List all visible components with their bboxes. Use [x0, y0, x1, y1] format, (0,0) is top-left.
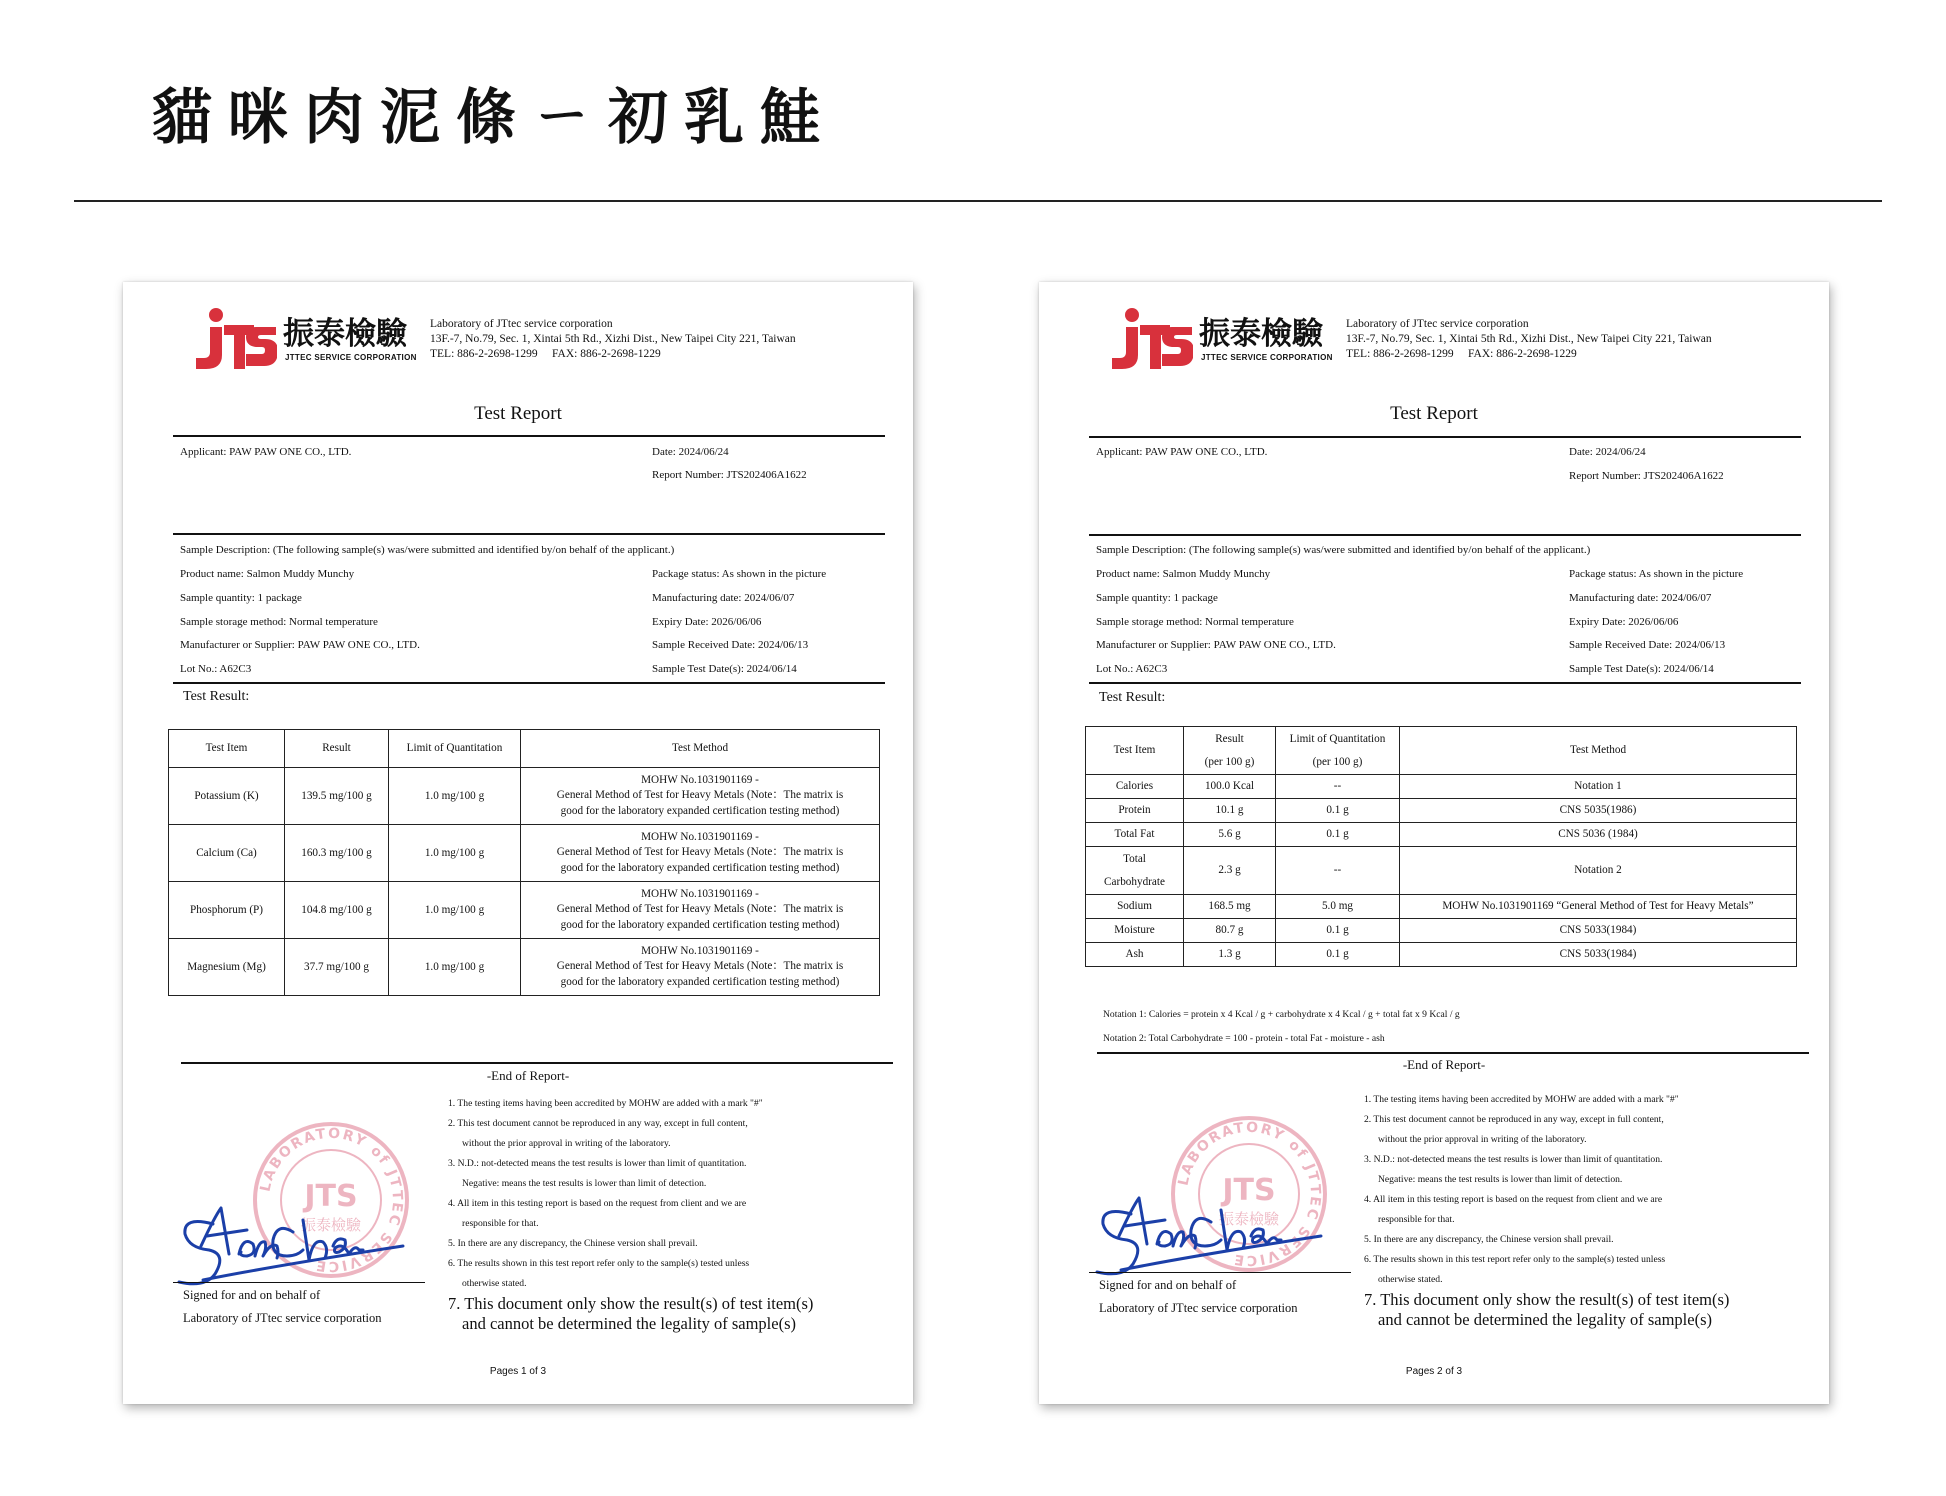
header-rule: [1089, 436, 1801, 438]
lab-address: 13F.-7, No.79, Sec. 1, Xintai 5th Rd., Xizhi Dist., New Taipei City 221, Taiwan: [1346, 333, 1712, 345]
note-line: otherwise stated.: [462, 1278, 527, 1289]
col-loq: [1276, 727, 1400, 775]
applicant: Applicant: PAW PAW ONE CO., LTD.: [1096, 446, 1268, 458]
test-result-label: Test Result:: [183, 689, 250, 704]
sample-description: Sample Description: (The following sample(s) was/were submitted and identified by/on behalf of the applicant.): [1096, 544, 1591, 556]
applicant: Applicant: PAW PAW ONE CO., LTD.: [180, 446, 352, 458]
note-line: Negative: means the test results is lower than limit of detection.: [1378, 1174, 1623, 1185]
note-line: without the prior approval in writing of the laboratory.: [1378, 1134, 1587, 1145]
loq: 0.1 g: [1276, 799, 1400, 823]
loq: 1.0 mg/100 g: [389, 939, 521, 996]
notation-2: Notation 2: Total Carbohydrate = 100 - protein - total Fat - moisture - ash: [1103, 1033, 1385, 1044]
test-method: Notation 2: [1400, 847, 1797, 895]
signature-image: [173, 1184, 413, 1294]
signed-for: Signed for and on behalf of: [1099, 1278, 1237, 1292]
nutrition-results-table: [1085, 726, 1797, 967]
test-method: [521, 825, 880, 882]
col-loq: Limit of Quantitation: [389, 730, 521, 768]
table-row: [1086, 823, 1797, 847]
test-item: Total Fat: [1086, 823, 1184, 847]
result: 160.3 mg/100 g: [285, 825, 389, 882]
loq: --: [1276, 775, 1400, 799]
svg-text:JTS: JTS: [304, 1179, 358, 1214]
manufacturer: Manufacturer or Supplier: PAW PAW ONE CO., LTD.: [180, 639, 420, 651]
col-test-item: Test Item: [1086, 727, 1184, 775]
logo-chinese-name: 振泰檢驗: [283, 316, 407, 352]
svg-text:LABORATORY of JTTEC SERVICE: LABORATORY of JTTEC SERVICE: [1175, 1119, 1324, 1269]
svg-text:JTS: JTS: [1222, 1173, 1276, 1208]
table-row: [169, 825, 880, 882]
note-line: 4. All item in this testing report is based on the request from client and we are: [448, 1198, 747, 1209]
result: 80.7 g: [1184, 919, 1276, 943]
logo-chinese-name: 振泰檢驗: [1199, 316, 1323, 352]
result: 139.5 mg/100 g: [285, 768, 389, 825]
table-row: [169, 768, 880, 825]
lot-number: Lot No.: A62C3: [180, 663, 252, 675]
result: 168.5 mg: [1184, 895, 1276, 919]
col-result-label: Result: [1215, 732, 1244, 745]
sample-quantity: Sample quantity: 1 package: [180, 592, 302, 604]
lab-name: Laboratory of JTtec service corporation: [1346, 318, 1529, 330]
test-item: Magnesium (Mg): [169, 939, 285, 996]
method-line: MOHW No.1031901169 -: [641, 830, 759, 843]
notation-1: Notation 1: Calories = protein x 4 Kcal / g + carbohydrate x 4 Kcal / g + total fat x 9 Kcal / g: [1103, 1009, 1460, 1020]
sample-description: Sample Description: (The following sample(s) was/were submitted and identified by/on behalf of the applicant.): [180, 544, 675, 556]
end-of-report: -End of Report-: [486, 1068, 570, 1083]
received-date: Sample Received Date: 2024/06/13: [652, 639, 809, 651]
signature-image: [1091, 1174, 1331, 1284]
header-rule: [173, 435, 885, 437]
note-line: 7. This document only show the result(s) of test item(s): [448, 1294, 814, 1313]
result: 104.8 mg/100 g: [285, 882, 389, 939]
loq: 0.1 g: [1276, 823, 1400, 847]
note-line: 6. The results shown in this test report refer only to the sample(s) tested unless: [1364, 1254, 1666, 1265]
sample-quantity: Sample quantity: 1 package: [1096, 592, 1218, 604]
report-number: Report Number: JTS202406A1622: [1569, 470, 1724, 482]
test-method: [521, 939, 880, 996]
applicant-rule: [1089, 534, 1801, 536]
svg-text:LABORATORY of JTTEC SERVICE: LABORATORY of JTTEC SERVICE: [257, 1125, 406, 1275]
note-line: 3. N.D.: not-detected means the test results is lower than limit of quantitation.: [1364, 1154, 1663, 1165]
lab-info: [1346, 317, 1712, 362]
test-item: Calories: [1086, 775, 1184, 799]
table-row: [1086, 799, 1797, 823]
signed-lab: Laboratory of JTtec service corporation: [183, 1311, 382, 1325]
svg-text:振泰檢驗: 振泰檢驗: [300, 1216, 362, 1234]
method-line: good for the laboratory expanded certification testing method): [560, 861, 840, 874]
result: 100.0 Kcal: [1184, 775, 1276, 799]
lot-number: Lot No.: A62C3: [1096, 663, 1168, 675]
end-rule: [1097, 1052, 1809, 1054]
lab-address: 13F.-7, No.79, Sec. 1, Xintai 5th Rd., Xizhi Dist., New Taipei City 221, Taiwan: [430, 333, 796, 345]
signature-caption: [183, 1284, 382, 1330]
manufacturing-date: Manufacturing date: 2024/06/07: [1569, 592, 1712, 604]
test-item: Moisture: [1086, 919, 1184, 943]
test-date: Sample Test Date(s): 2024/06/14: [1569, 663, 1714, 675]
report-title: Test Report: [474, 403, 562, 424]
test-item: Sodium: [1086, 895, 1184, 919]
logo-tagline: JTTEC SERVICE CORPORATION: [1201, 353, 1333, 362]
package-status: Package status: As shown in the picture: [652, 568, 827, 580]
col-test-method: Test Method: [521, 730, 880, 768]
loq: 1.0 mg/100 g: [389, 768, 521, 825]
note-line: and cannot be determined the legality of sample(s): [462, 1314, 797, 1333]
title-divider: [74, 200, 1882, 202]
test-report-page-1: [123, 282, 913, 1404]
note-line: without the prior approval in writing of the laboratory.: [462, 1138, 671, 1149]
jts-logo-icon: [183, 305, 277, 375]
test-method: Notation 1: [1400, 775, 1797, 799]
table-row: [1086, 943, 1797, 967]
note-line: and cannot be determined the legality of sample(s): [1378, 1310, 1713, 1329]
report-number: Report Number: JTS202406A1622: [652, 469, 807, 481]
table-row: [169, 882, 880, 939]
expiry-date: Expiry Date: 2026/06/06: [652, 616, 762, 628]
method-line: good for the laboratory expanded certification testing method): [560, 804, 840, 817]
test-method: CNS 5036 (1984): [1400, 823, 1797, 847]
note-line: 6. The results shown in this test report refer only to the sample(s) tested unless: [448, 1258, 750, 1269]
note-line: 3. N.D.: not-detected means the test results is lower than limit of quantitation.: [448, 1158, 747, 1169]
method-line: MOHW No.1031901169 -: [641, 773, 759, 786]
table-row: [169, 939, 880, 996]
storage-method: Sample storage method: Normal temperature: [1096, 616, 1294, 628]
loq: 1.0 mg/100 g: [389, 825, 521, 882]
page-number: Pages 1 of 3: [489, 1366, 547, 1377]
package-status: Package status: As shown in the picture: [1569, 568, 1744, 580]
note-line: Negative: means the test results is lower than limit of detection.: [462, 1178, 707, 1189]
loq: 0.1 g: [1276, 943, 1400, 967]
loq: 0.1 g: [1276, 919, 1400, 943]
expiry-date: Expiry Date: 2026/06/06: [1569, 616, 1679, 628]
result: 5.6 g: [1184, 823, 1276, 847]
test-report-page-2: [1039, 282, 1829, 1404]
test-item-line: Total: [1123, 852, 1146, 865]
note-line: otherwise stated.: [1378, 1274, 1443, 1285]
jts-logo-icon: [1099, 305, 1193, 375]
test-method: [521, 882, 880, 939]
test-result-label: Test Result:: [1099, 690, 1166, 705]
test-date: Sample Test Date(s): 2024/06/14: [652, 663, 797, 675]
table-row: [1086, 847, 1797, 895]
test-method: [521, 768, 880, 825]
heavy-metal-results-table: [168, 729, 880, 996]
logo-tagline: JTTEC SERVICE CORPORATION: [285, 353, 417, 362]
note-line: 7. This document only show the result(s) of test item(s): [1364, 1290, 1730, 1309]
signature-caption: [1099, 1274, 1298, 1320]
lab-phone: TEL: 886-2-2698-1299 FAX: 886-2-2698-1229: [430, 348, 661, 360]
test-method: CNS 5035(1986): [1400, 799, 1797, 823]
applicant-rule: [173, 533, 885, 535]
test-item: Phosphorum (P): [169, 882, 285, 939]
test-item-line: Carbohydrate: [1104, 875, 1165, 888]
col-result: [1184, 727, 1276, 775]
test-item: Calcium (Ca): [169, 825, 285, 882]
note-line: 2. This test document cannot be reproduced in any way, except in full content,: [448, 1118, 748, 1129]
loq: --: [1276, 847, 1400, 895]
sample-rule: [173, 682, 885, 684]
col-result-unit: (per 100 g): [1204, 755, 1255, 768]
lab-phone: TEL: 886-2-2698-1299 FAX: 886-2-2698-1229: [1346, 348, 1577, 360]
note-line: 2. This test document cannot be reproduced in any way, except in full content,: [1364, 1114, 1664, 1125]
signed-lab: Laboratory of JTtec service corporation: [1099, 1301, 1298, 1315]
storage-method: Sample storage method: Normal temperature: [180, 616, 378, 628]
result: 10.1 g: [1184, 799, 1276, 823]
page-title: 貓咪肉泥條ㄧ初乳鮭: [152, 83, 836, 153]
method-line: good for the laboratory expanded certification testing method): [560, 918, 840, 931]
signature-line: [173, 1282, 425, 1283]
svg-text:振泰檢驗: 振泰檢驗: [1218, 1210, 1280, 1228]
method-line: General Method of Test for Heavy Metals (Note：The matrix is: [556, 903, 844, 916]
table-header-row: [169, 730, 880, 768]
product-name: Product name: Salmon Muddy Munchy: [180, 568, 355, 580]
page-number: Pages 2 of 3: [1405, 1366, 1463, 1377]
test-item: [1086, 847, 1184, 895]
note-line: 5. In there are any discrepancy, the Chinese version shall prevail.: [448, 1238, 698, 1249]
sample-rule: [1089, 682, 1801, 684]
col-loq-unit: (per 100 g): [1312, 755, 1363, 768]
method-line: General Method of Test for Heavy Metals (Note：The matrix is: [556, 960, 844, 973]
note-line: responsible for that.: [462, 1218, 539, 1229]
manufacturing-date: Manufacturing date: 2024/06/07: [652, 592, 795, 604]
report-date: Date: 2024/06/24: [1569, 446, 1646, 458]
test-item: Protein: [1086, 799, 1184, 823]
result: 37.7 mg/100 g: [285, 939, 389, 996]
col-test-item: Test Item: [169, 730, 285, 768]
test-method: CNS 5033(1984): [1400, 943, 1797, 967]
manufacturer: Manufacturer or Supplier: PAW PAW ONE CO., LTD.: [1096, 639, 1336, 651]
col-test-method: Test Method: [1400, 727, 1797, 775]
test-item: Potassium (K): [169, 768, 285, 825]
note-line: responsible for that.: [1378, 1214, 1455, 1225]
method-line: MOHW No.1031901169 -: [641, 887, 759, 900]
loq: 5.0 mg: [1276, 895, 1400, 919]
report-date: Date: 2024/06/24: [652, 446, 729, 458]
test-method: MOHW No.1031901169 “General Method of Test for Heavy Metals”: [1400, 895, 1797, 919]
product-name: Product name: Salmon Muddy Munchy: [1096, 568, 1271, 580]
method-line: MOHW No.1031901169 -: [641, 944, 759, 957]
report-notes: [1364, 1090, 1729, 1330]
signature-line: [1089, 1272, 1351, 1273]
test-item: Ash: [1086, 943, 1184, 967]
report-title: Test Report: [1390, 403, 1478, 424]
note-line: 4. All item in this testing report is based on the request from client and we are: [1364, 1194, 1663, 1205]
end-rule: [181, 1062, 893, 1064]
method-line: good for the laboratory expanded certification testing method): [560, 975, 840, 988]
col-loq-label: Limit of Quantitation: [1289, 732, 1386, 745]
received-date: Sample Received Date: 2024/06/13: [1569, 639, 1726, 651]
test-method: CNS 5033(1984): [1400, 919, 1797, 943]
note-line: 5. In there are any discrepancy, the Chinese version shall prevail.: [1364, 1234, 1614, 1245]
end-of-report: -End of Report-: [1402, 1057, 1486, 1072]
lab-name: Laboratory of JTtec service corporation: [430, 318, 613, 330]
loq: 1.0 mg/100 g: [389, 882, 521, 939]
lab-info: [430, 317, 796, 362]
signed-for: Signed for and on behalf of: [183, 1288, 321, 1302]
col-result: Result: [285, 730, 389, 768]
note-line: 1. The testing items having been accredited by MOHW are added with a mark "#": [1364, 1094, 1679, 1105]
result: 2.3 g: [1184, 847, 1276, 895]
method-line: General Method of Test for Heavy Metals (Note：The matrix is: [556, 789, 844, 802]
method-line: General Method of Test for Heavy Metals (Note：The matrix is: [556, 846, 844, 859]
report-notes: [448, 1094, 813, 1334]
table-row: [1086, 919, 1797, 943]
table-row: [1086, 895, 1797, 919]
table-row: [1086, 775, 1797, 799]
note-line: 1. The testing items having been accredited by MOHW are added with a mark "#": [448, 1098, 763, 1109]
table-header-row: [1086, 727, 1797, 775]
result: 1.3 g: [1184, 943, 1276, 967]
